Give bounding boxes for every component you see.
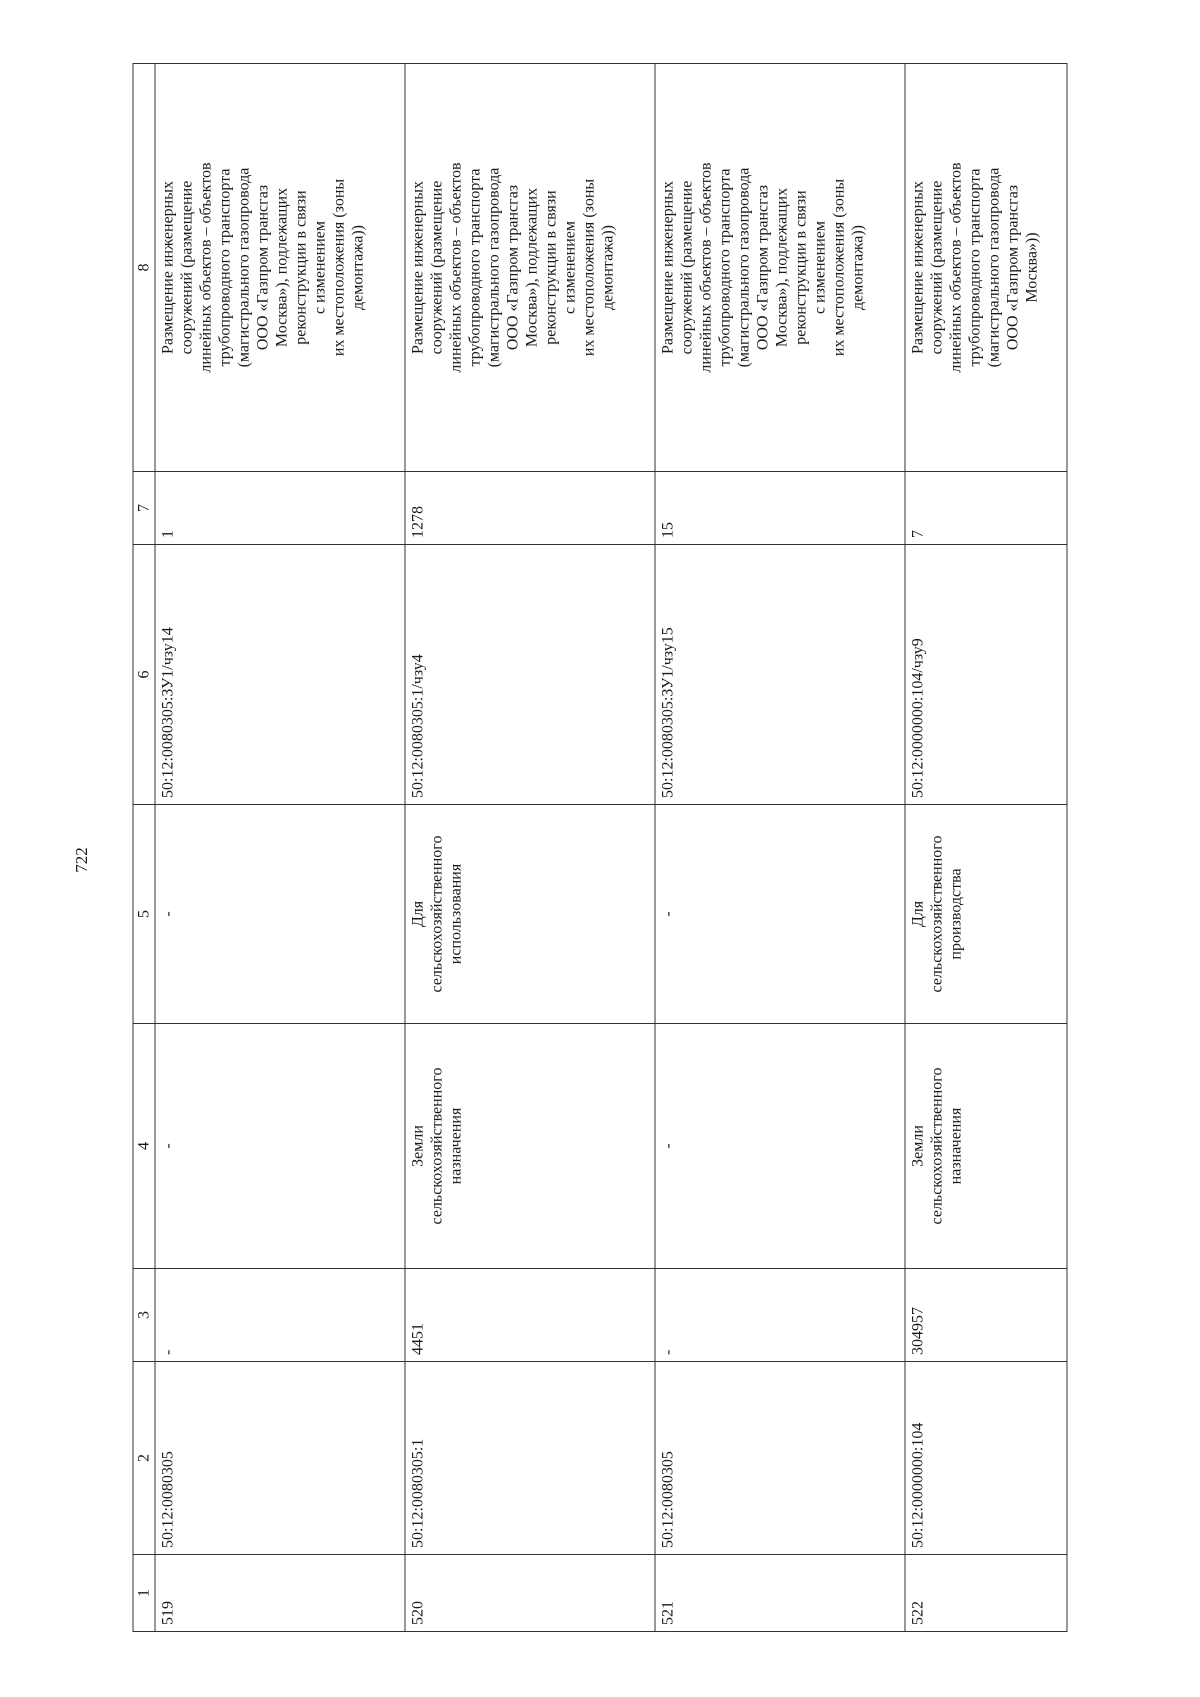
easement-purpose-line: демонтажа)) xyxy=(849,224,867,311)
cadastral-number-cell xyxy=(655,1362,905,1555)
easement-purpose-cell xyxy=(405,64,655,472)
easement-purpose-line: трубопроводного транспорта xyxy=(216,168,234,367)
row-number-cell xyxy=(155,1555,405,1632)
cadastral-number: 50:12:0080305 xyxy=(159,1451,177,1548)
column-header-8: 8 xyxy=(133,64,155,472)
permitted-use: - xyxy=(659,911,677,917)
land-area-cell xyxy=(405,1269,655,1362)
part-cadastral-number: 50:12:0080305:1/чзу4 xyxy=(409,654,427,798)
column-header-2: 2 xyxy=(133,1362,155,1555)
easement-purpose-line: линейных объектов – объектов xyxy=(447,162,465,373)
part-cadastral-number-cell xyxy=(655,545,905,805)
easement-purpose-line: с изменением xyxy=(561,221,579,314)
land-area-cell xyxy=(655,1269,905,1362)
land-category-line: назначения xyxy=(947,1107,965,1185)
permitted-use-cell xyxy=(155,805,405,1024)
land-category-cell xyxy=(905,1024,1067,1269)
part-area-cell xyxy=(655,472,905,545)
easement-purpose-cell xyxy=(655,64,905,472)
part-area: 7 xyxy=(909,530,927,538)
table-row xyxy=(405,64,655,1632)
easement-purpose-line: демонтажа)) xyxy=(599,224,617,311)
land-register-table xyxy=(133,63,1068,1632)
easement-purpose-line: Размещение инженерных xyxy=(659,181,677,355)
easement-purpose-line: Москва»), подлежащих xyxy=(773,187,791,348)
permitted-use: - xyxy=(159,911,177,917)
easement-purpose-line: сооружений (размещение xyxy=(178,180,196,355)
easement-purpose-line: трубопроводного транспорта xyxy=(716,168,734,367)
easement-purpose-line: (магистрального газопровода xyxy=(485,167,503,368)
permitted-use-line: производства xyxy=(947,868,965,960)
row-number: 522 xyxy=(909,1601,927,1625)
permitted-use-line: использования xyxy=(447,863,465,965)
easement-purpose-line: (магистрального газопровода xyxy=(985,167,1003,368)
easement-purpose-line: ООО «Газпром трансгаз xyxy=(504,184,522,351)
row-number-cell xyxy=(905,1555,1067,1632)
column-header-6: 6 xyxy=(133,545,155,805)
page-number: 722 xyxy=(72,847,91,873)
easement-purpose-line: Москва»)) xyxy=(1023,232,1041,303)
land-area-cell xyxy=(905,1269,1067,1362)
easement-purpose-line: их местоположения (зоны xyxy=(830,178,848,357)
part-area: 15 xyxy=(659,522,677,538)
easement-purpose-line: сооружений (размещение xyxy=(678,180,696,355)
permitted-use-line: Для xyxy=(409,900,427,928)
row-number: 521 xyxy=(659,1601,677,1625)
cadastral-number: 50:12:0080305 xyxy=(659,1451,677,1548)
part-cadastral-number: 50:12:0080305:ЗУ1/чзу15 xyxy=(659,627,677,798)
easement-purpose-line: Размещение инженерных xyxy=(409,181,427,355)
easement-purpose-line: (магистрального газопровода xyxy=(235,167,253,368)
cadastral-number-cell xyxy=(155,1362,405,1555)
land-category-line: назначения xyxy=(447,1107,465,1185)
table-row xyxy=(655,64,905,1632)
easement-purpose-line: с изменением xyxy=(311,221,329,314)
land-category-cell xyxy=(655,1024,905,1269)
permitted-use-cell xyxy=(405,805,655,1024)
table-row xyxy=(155,64,405,1632)
cadastral-number-cell xyxy=(405,1362,655,1555)
easement-purpose-line: линейных объектов – объектов xyxy=(697,162,715,373)
land-area: - xyxy=(159,1349,177,1355)
part-area: 1 xyxy=(159,530,177,538)
easement-purpose-line: Москва»), подлежащих xyxy=(273,187,291,348)
easement-purpose-line: сооружений (размещение xyxy=(428,180,446,355)
easement-purpose-line: линейных объектов – объектов xyxy=(947,162,965,373)
land-category-cell xyxy=(405,1024,655,1269)
easement-purpose-cell xyxy=(905,64,1067,472)
row-number-cell xyxy=(655,1555,905,1632)
column-header-3: 3 xyxy=(133,1269,155,1362)
cadastral-number-cell xyxy=(905,1362,1067,1555)
row-number-cell xyxy=(405,1555,655,1632)
land-category: - xyxy=(159,1143,177,1149)
column-header-4: 4 xyxy=(133,1024,155,1269)
land-category-line: Земли xyxy=(409,1125,427,1167)
easement-purpose-line: сооружений (размещение xyxy=(928,180,946,355)
land-area: 304957 xyxy=(909,1307,927,1355)
permitted-use-line: сельскохозяйственного xyxy=(428,835,446,993)
easement-purpose-line: ООО «Газпром трансгаз xyxy=(254,184,272,351)
easement-purpose-line: реконструкции в связи xyxy=(292,190,310,345)
land-category-line: Земли xyxy=(909,1125,927,1167)
cadastral-number: 50:12:0080305:1 xyxy=(409,1438,427,1548)
permitted-use-cell xyxy=(905,805,1067,1024)
easement-purpose-line: трубопроводного транспорта xyxy=(966,168,984,367)
land-category-line: сельскохозяйственного xyxy=(928,1067,946,1225)
easement-purpose-line: линейных объектов – объектов xyxy=(197,162,215,373)
easement-purpose-line: демонтажа)) xyxy=(349,224,367,311)
part-cadastral-number-cell xyxy=(155,545,405,805)
easement-purpose-line: Размещение инженерных xyxy=(159,181,177,355)
part-cadastral-number: 50:12:0000000:104/чзу9 xyxy=(909,638,927,798)
column-number-header-row xyxy=(133,64,155,1632)
permitted-use-cell xyxy=(655,805,905,1024)
easement-purpose-line: ООО «Газпром трансгаз xyxy=(1004,184,1022,351)
easement-purpose-line: ООО «Газпром трансгаз xyxy=(754,184,772,351)
column-header-5: 5 xyxy=(133,805,155,1024)
easement-purpose-line: с изменением xyxy=(811,221,829,314)
easement-purpose-cell xyxy=(155,64,405,472)
easement-purpose-line: трубопроводного транспорта xyxy=(466,168,484,367)
row-number: 519 xyxy=(159,1601,177,1625)
part-cadastral-number-cell xyxy=(905,545,1067,805)
cadastral-number: 50:12:0000000:104 xyxy=(909,1422,927,1548)
land-area-cell xyxy=(155,1269,405,1362)
column-header-7: 7 xyxy=(133,472,155,545)
land-category-cell xyxy=(155,1024,405,1269)
land-area: 4451 xyxy=(409,1323,427,1355)
part-area: 1278 xyxy=(409,506,427,538)
part-area-cell xyxy=(905,472,1067,545)
easement-purpose-line: (магистрального газопровода xyxy=(735,167,753,368)
land-area: - xyxy=(659,1349,677,1355)
easement-purpose-line: их местоположения (зоны xyxy=(330,178,348,357)
permitted-use-line: сельскохозяйственного xyxy=(928,835,946,993)
part-cadastral-number: 50:12:0080305:ЗУ1/чзу14 xyxy=(159,627,177,798)
part-area-cell xyxy=(405,472,655,545)
easement-purpose-line: реконструкции в связи xyxy=(792,190,810,345)
table-row xyxy=(905,64,1067,1632)
permitted-use-line: Для xyxy=(909,900,927,928)
land-category-line: сельскохозяйственного xyxy=(428,1067,446,1225)
easement-purpose-line: их местоположения (зоны xyxy=(580,178,598,357)
part-cadastral-number-cell xyxy=(405,545,655,805)
row-number: 520 xyxy=(409,1601,427,1625)
rotated-table-wrapper xyxy=(133,64,1068,1632)
part-area-cell xyxy=(155,472,405,545)
easement-purpose-line: реконструкции в связи xyxy=(542,190,560,345)
land-category: - xyxy=(659,1143,677,1149)
easement-purpose-line: Размещение инженерных xyxy=(909,181,927,355)
easement-purpose-line: Москва»), подлежащих xyxy=(523,187,541,348)
column-header-1: 1 xyxy=(133,1555,155,1632)
